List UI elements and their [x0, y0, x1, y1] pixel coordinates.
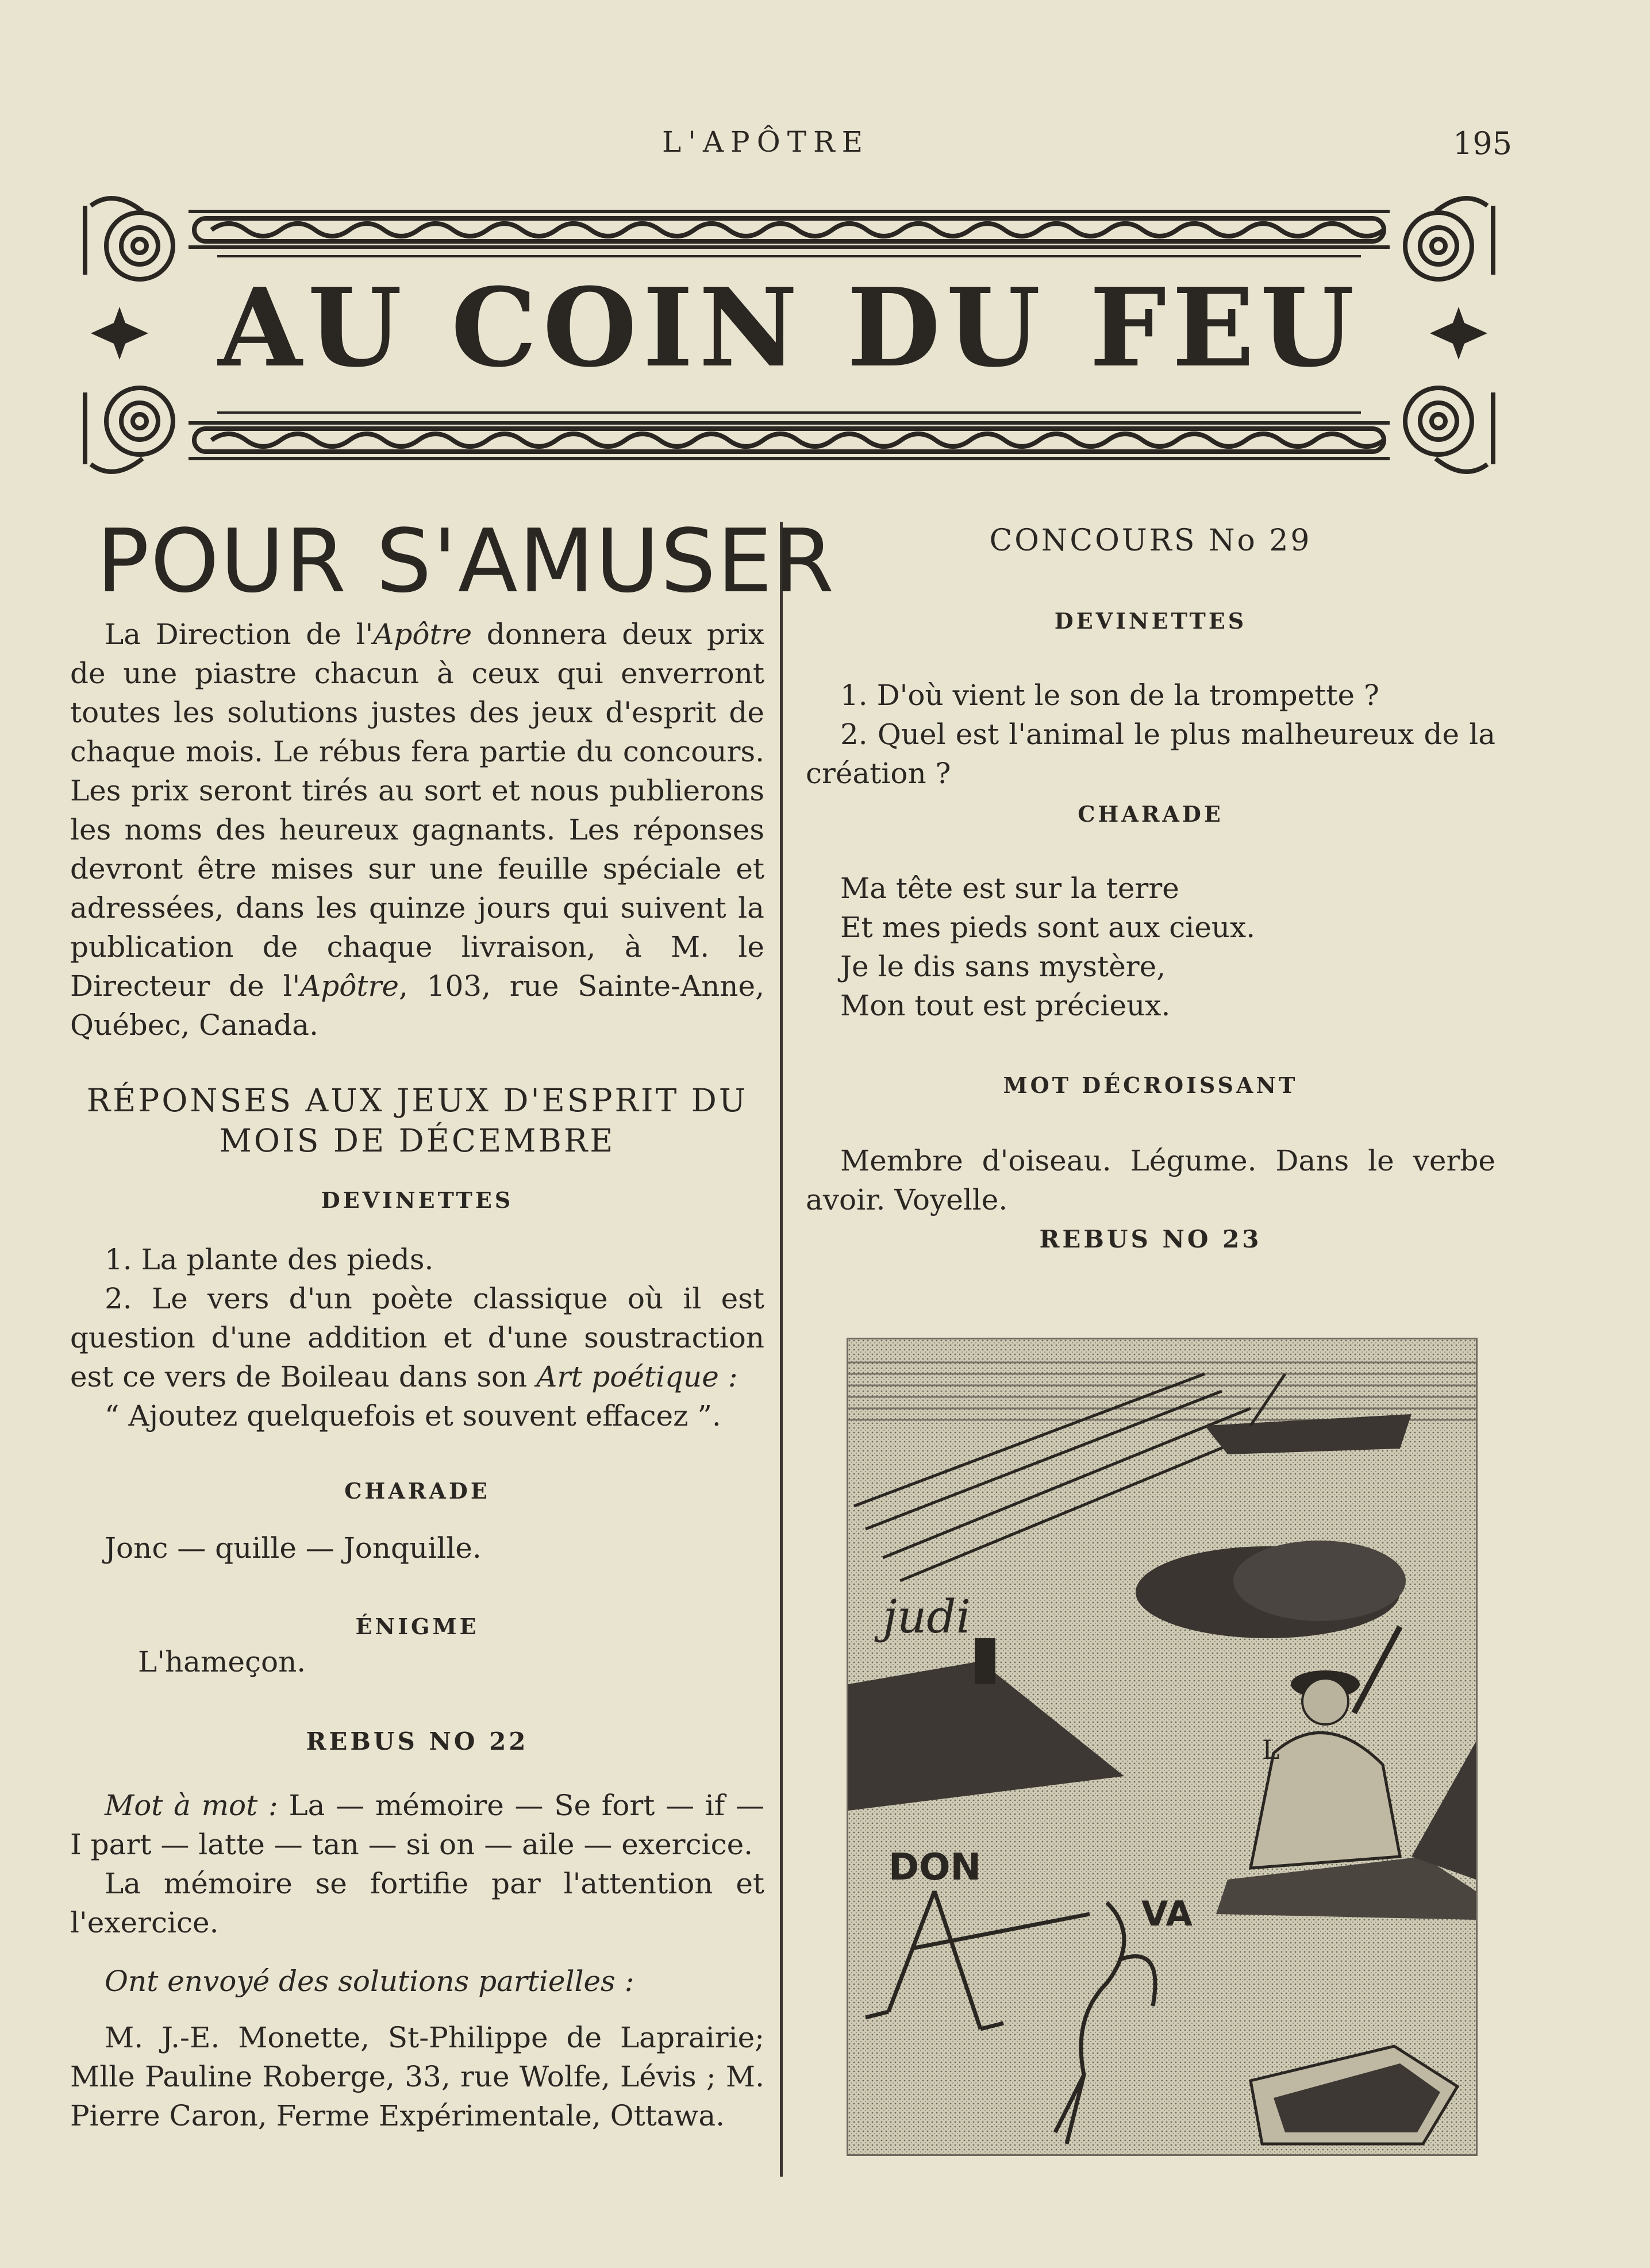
intro-paragraph — [70, 615, 764, 1045]
banner-title: AU COIN DU FEU — [218, 264, 1360, 391]
mot-decroissant-label: MOT DÉCROISSANT — [1003, 1072, 1298, 1098]
devinette-answer-2-quote: “ Ajoutez quelquefois et souvent effacez ”. — [105, 1399, 721, 1433]
rebus-word-judi: judi — [883, 1590, 971, 1643]
question-1: 1. D'où vient le son de la trompette ? — [840, 679, 1379, 712]
rebus-22-label: REBUS NO 22 — [306, 1727, 529, 1755]
enigme-answer: L'hameçon. — [138, 1645, 306, 1678]
answers-heading-line-1: RÉPONSES AUX JEUX D'ESPRIT DU — [86, 1082, 748, 1119]
mot-decroissant-text: Membre d'oiseau. Légume. Dans le verbe avoir. Voyelle. — [806, 1144, 1495, 1216]
rebus-word-l: L — [1262, 1734, 1280, 1765]
devinette-answer-2-text: 2. Le vers d'un poète classique où il est question d'une addition et d'une soustraction est ce vers de Boileau dans son — [70, 1282, 764, 1393]
answers-heading — [70, 1080, 764, 1161]
partial-label: Ont envoyé des solutions partielles : — [105, 1965, 634, 1998]
rebus-illustration — [847, 1338, 1478, 2156]
rebus-mot-text: La — mémoire — Se fort — if — I part — latte — tan — si on — aile — exercice. — [70, 1789, 764, 1861]
enigme-label: ÉNIGME — [355, 1614, 479, 1639]
intro-text-b: donnera deux prix de une piastre chacun à ceux qui enverront toutes les solutions justes des jeux d'esprit de chaque mois. Le rébus fera partie du concours. Les prix seront tirés au sort et nous publierons les noms des heureux gagnants. Les réponses devront être mises sur une feuille spéciale et adressées, dans les quinze jours qui suivent la publication de chaque livraison, à M. le Directeur de l' — [70, 618, 764, 1003]
charade-line-4: Mon tout est précieux. — [840, 989, 1171, 1022]
column-divider — [780, 522, 783, 2177]
charade-poem — [806, 869, 1495, 1025]
rebus-sentence: La mémoire se fortifie par l'attention et l'exercice. — [70, 1867, 764, 1939]
devinette-answer-2-italic: Art poétique : — [536, 1360, 738, 1393]
rebus-mot-italic: Mot à mot : — [105, 1789, 278, 1822]
intro-text-b-italic: Apôtre — [300, 969, 399, 1003]
page-number: 195 — [1453, 125, 1513, 161]
charade-answer-block — [70, 1528, 764, 1568]
charade-label-left: CHARADE — [344, 1478, 490, 1504]
concours-questions — [806, 676, 1495, 793]
question-2: 2. Quel est l'animal le plus malheureux de la création ? — [806, 718, 1495, 790]
rebus-drawing — [848, 1339, 1476, 2154]
mot-decroissant-block — [806, 1141, 1495, 1219]
intro-text-c: , 103, rue Sainte-Anne, Québec, Canada. — [70, 969, 764, 1042]
devinettes-label-left: DEVINETTES — [321, 1187, 514, 1213]
running-title: L'APÔTRE — [662, 125, 870, 159]
devinettes-answers — [70, 1240, 764, 1435]
charade-line-1: Ma tête est sur la terre — [840, 872, 1179, 905]
charade-answer: Jonc — quille — Jonquille. — [105, 1531, 482, 1565]
concours-heading: CONCOURS No 29 — [989, 523, 1312, 558]
enigme-answer-block — [70, 1642, 764, 1681]
rebus-word-va: VA — [1141, 1894, 1193, 1934]
answers-heading-line-2: MOIS DE DÉCEMBRE — [219, 1122, 616, 1159]
rebus-22-solution — [70, 1786, 764, 1942]
intro-text-a-italic: Apôtre — [373, 618, 472, 651]
charade-line-2: Et mes pieds sont aux cieux. — [840, 911, 1256, 944]
partial-names: M. J.-E. Monette, St-Philippe de Laprairie; Mlle Pauline Roberge, 33, rue Wolfe, Lévis ; M. Pierre Caron, Ferme Expérimentale, Ottawa. — [70, 2021, 764, 2132]
rebus-23-label: REBUS NO 23 — [1039, 1225, 1262, 1253]
section-title: POUR S'AMUSER — [97, 510, 836, 612]
devinette-answer-2 — [70, 1279, 764, 1396]
ornamental-banner — [74, 183, 1505, 484]
devinette-answer-1: 1. La plante des pieds. — [105, 1243, 434, 1276]
partial-solutions — [70, 1962, 764, 2135]
rebus-word-don: DON — [889, 1846, 982, 1889]
devinettes-label-right: DEVINETTES — [1054, 608, 1247, 634]
charade-label-right: CHARADE — [1078, 801, 1224, 827]
charade-line-3: Je le dis sans mystère, — [840, 950, 1166, 983]
intro-text-a: La Direction de l' — [105, 618, 374, 651]
